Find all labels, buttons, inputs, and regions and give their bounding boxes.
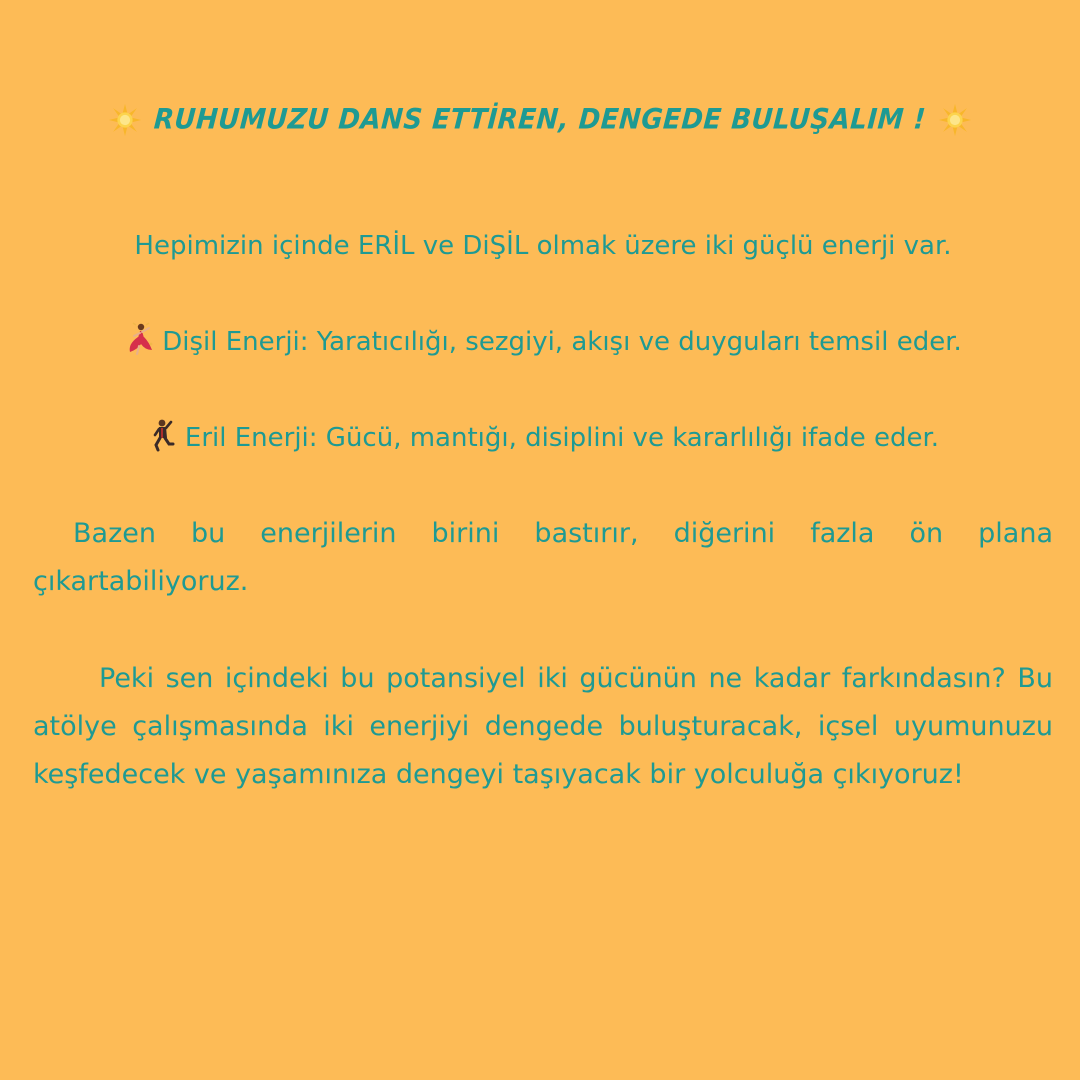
dancing-man-icon <box>147 418 179 452</box>
title-row <box>0 96 1080 144</box>
paragraph-1: Bazen bu enerjilerin birini bastırır, diğerini fazla ön plana çıkartabiliyoruz. <box>33 518 1053 597</box>
masculine-energy-text: Eril Enerji: Gücü, mantığı, disiplini ve kararlılığı ifade eder. <box>184 423 940 453</box>
feminine-energy-line <box>33 318 1053 366</box>
page-title: RUHUMUZU DANS ETTİREN, DENGEDE BULUŞALIM ! <box>152 103 928 137</box>
masculine-energy-line <box>33 414 1053 462</box>
intro-text: Hepimizin içinde ERİL ve DiŞİL olmak üzere iki güçlü enerji var. <box>134 231 952 261</box>
sun-icon <box>108 103 142 137</box>
sun-icon <box>938 103 972 137</box>
paragraph-2: Peki sen içindeki bu potansiyel iki gücünün ne kadar farkındasın? Bu atölye çalışmasında iki enerjiyi dengede buluşturacak, içsel uyumunuzu keşfedecek ve yaşamınıza dengeyi taşıyacak bir yolculuğa çıkıyoruz! <box>33 663 1053 790</box>
feminine-energy-text: Dişil Enerji: Yaratıcılığı, sezgiyi, akışı ve duyguları temsil eder. <box>162 327 962 357</box>
dancing-woman-icon <box>124 322 156 356</box>
